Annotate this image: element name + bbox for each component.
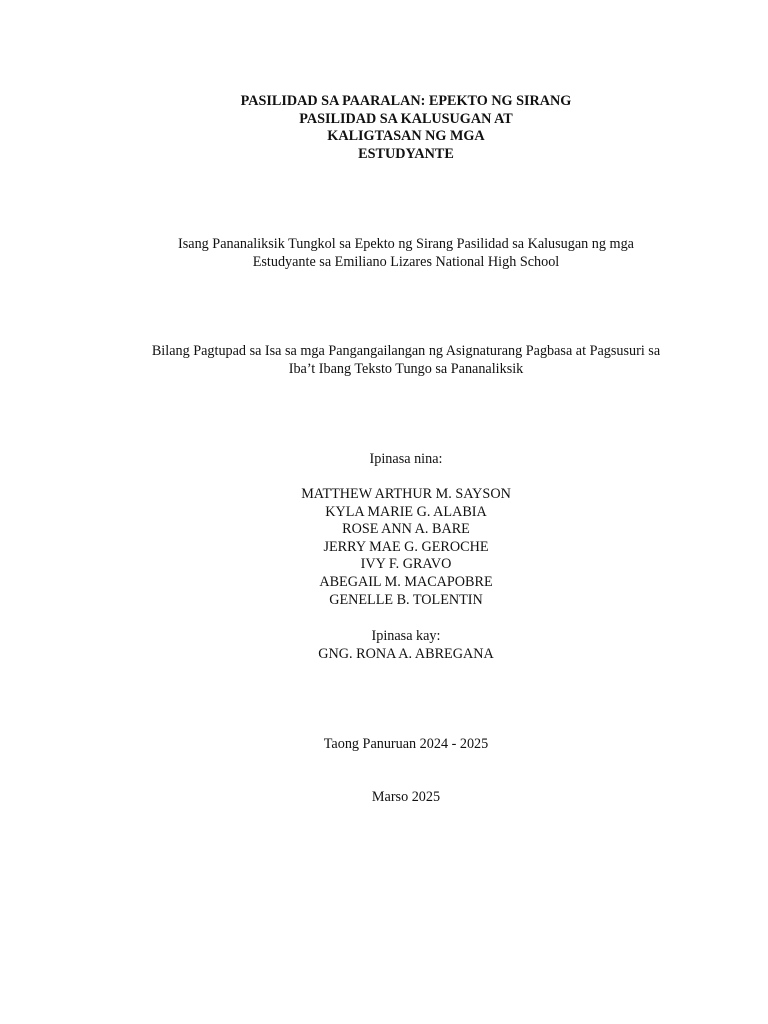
author-name: ROSE ANN A. BARE — [342, 521, 470, 538]
fulfillment-statement — [0, 343, 768, 378]
title-line-4: ESTUDYANTE — [358, 145, 454, 162]
author-name: JERRY MAE G. GEROCHE — [323, 538, 489, 555]
submitted-by-label — [0, 451, 768, 469]
date-text: Marso 2025 — [371, 789, 441, 805]
school-year-text: Taong Panuruan 2024 - 2025 — [323, 736, 489, 752]
description-line-2: Estudyante sa Emiliano Lizares National High School — [252, 253, 560, 270]
school-year — [0, 736, 768, 754]
author-name: IVY F. GRAVO — [360, 556, 452, 573]
author-name: KYLA MARIE G. ALABIA — [325, 503, 487, 520]
adviser-text: GNG. RONA A. ABREGANA — [318, 646, 494, 662]
title-line-2: PASILIDAD SA KALUSUGAN AT — [299, 110, 513, 127]
fulfillment-line-2: Iba’t Ibang Teksto Tungo sa Pananaliksik — [288, 360, 524, 377]
research-description — [0, 236, 768, 271]
author-name: GENELLE B. TOLENTIN — [329, 591, 483, 608]
submitted-to-label — [0, 628, 768, 646]
author-list — [0, 486, 768, 609]
description-line-1: Isang Pananaliksik Tungkol sa Epekto ng Sirang Pasilidad sa Kalusugan ng mga — [178, 236, 634, 252]
fulfillment-line-1: Bilang Pagtupad sa Isa sa mga Pangangailangan ng Asignaturang Pagbasa at Pagsusuri sa — [151, 343, 661, 359]
title-line-3: KALIGTASAN NG MGA — [327, 128, 485, 145]
document-date — [0, 789, 768, 807]
author-name: MATTHEW ARTHUR M. SAYSON — [301, 486, 511, 502]
title-line-1: PASILIDAD SA PAARALAN: EPEKTO NG SIRANG — [240, 93, 572, 109]
submitted-by-text: Ipinasa nina: — [369, 451, 443, 467]
document-title — [0, 93, 768, 163]
submitted-to-text: Ipinasa kay: — [371, 628, 441, 644]
author-name: ABEGAIL M. MACAPOBRE — [319, 573, 493, 590]
adviser-name — [0, 646, 768, 664]
